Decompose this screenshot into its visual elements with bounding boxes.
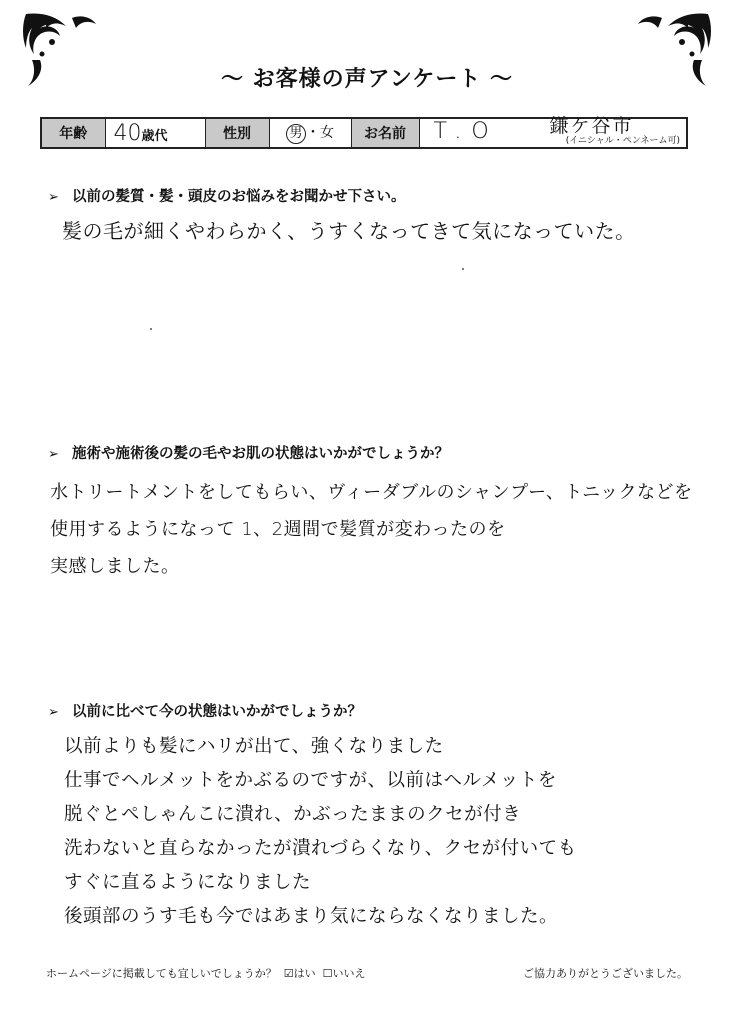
arrow-right-icon: ➢ (48, 190, 59, 205)
arrow-right-icon: ➢ (48, 447, 59, 462)
question-1-label: 以前の髪質・髪・頭皮のお悩みをお聞かせ下さい。 (72, 189, 406, 205)
yes-checkbox[interactable]: ☑ (283, 967, 294, 980)
gender-female: 女 (320, 125, 334, 141)
age-field (105, 118, 205, 148)
name-note: (イニシャル・ペンネーム可) (565, 136, 680, 146)
permission-row (46, 965, 366, 981)
question-3-label: 以前に比べて今の状態はいかがでしょうか？ (72, 704, 362, 720)
question-1 (48, 185, 406, 206)
name-value: T.O (433, 119, 499, 144)
question-2-label: 施術や施術後の髪の毛やお肌の状態はいかがでしょうか？ (72, 446, 449, 462)
thanks-text: ご協力ありがとうございました。 (523, 967, 688, 980)
question-2 (48, 442, 449, 463)
gender-field (269, 118, 351, 148)
question-3 (48, 700, 362, 721)
paper-speck (462, 268, 464, 270)
arrow-right-icon: ➢ (48, 705, 59, 720)
answer-2: 水トリートメントをしてもらい、ヴィーダブルのシャンプー、トニックなどを 使用するようになって 1、2週間で髪質が変わったのを 実感しました。 (50, 482, 693, 577)
answer-3: 以前よりも髪にハリが出て、強くなりました 仕事でヘルメットをかぶるのですが、以前はヘルメットを 脱ぐとペしゃんこに潰れ、かぶったままのクセが付き 洗わないと直らなかったが潰れづらくなり、クセが付いても すぐに直るようになりました 後頭部のうす毛も今ではあまり気にならなくなりました。 (64, 736, 577, 927)
gender-label: 性別 (205, 118, 269, 148)
answer-1: 髪の毛が細くやわらかく、うすくなってきて気になっていた。 (62, 219, 636, 243)
age-value: 40 (113, 120, 142, 146)
age-unit: 歳代 (141, 128, 168, 144)
gender-separator: ・ (306, 125, 320, 141)
customer-info-table (40, 117, 688, 149)
paper-speck (150, 328, 152, 330)
no-label: いいえ (332, 967, 366, 980)
no-checkbox[interactable]: ☐ (322, 967, 333, 980)
yes-label: はい (293, 967, 316, 980)
age-label: 年齢 (41, 118, 105, 148)
permission-question: ホームページに掲載しても宜しいでしょうか？ (46, 967, 277, 980)
name-label: お名前 (351, 118, 419, 148)
name-field (419, 115, 687, 148)
gender-male-selected: 男 (286, 124, 306, 144)
city-value: 鎌ケ谷市 (549, 115, 634, 137)
page-title: ～ お客様の声アンケート ～ (221, 67, 513, 92)
